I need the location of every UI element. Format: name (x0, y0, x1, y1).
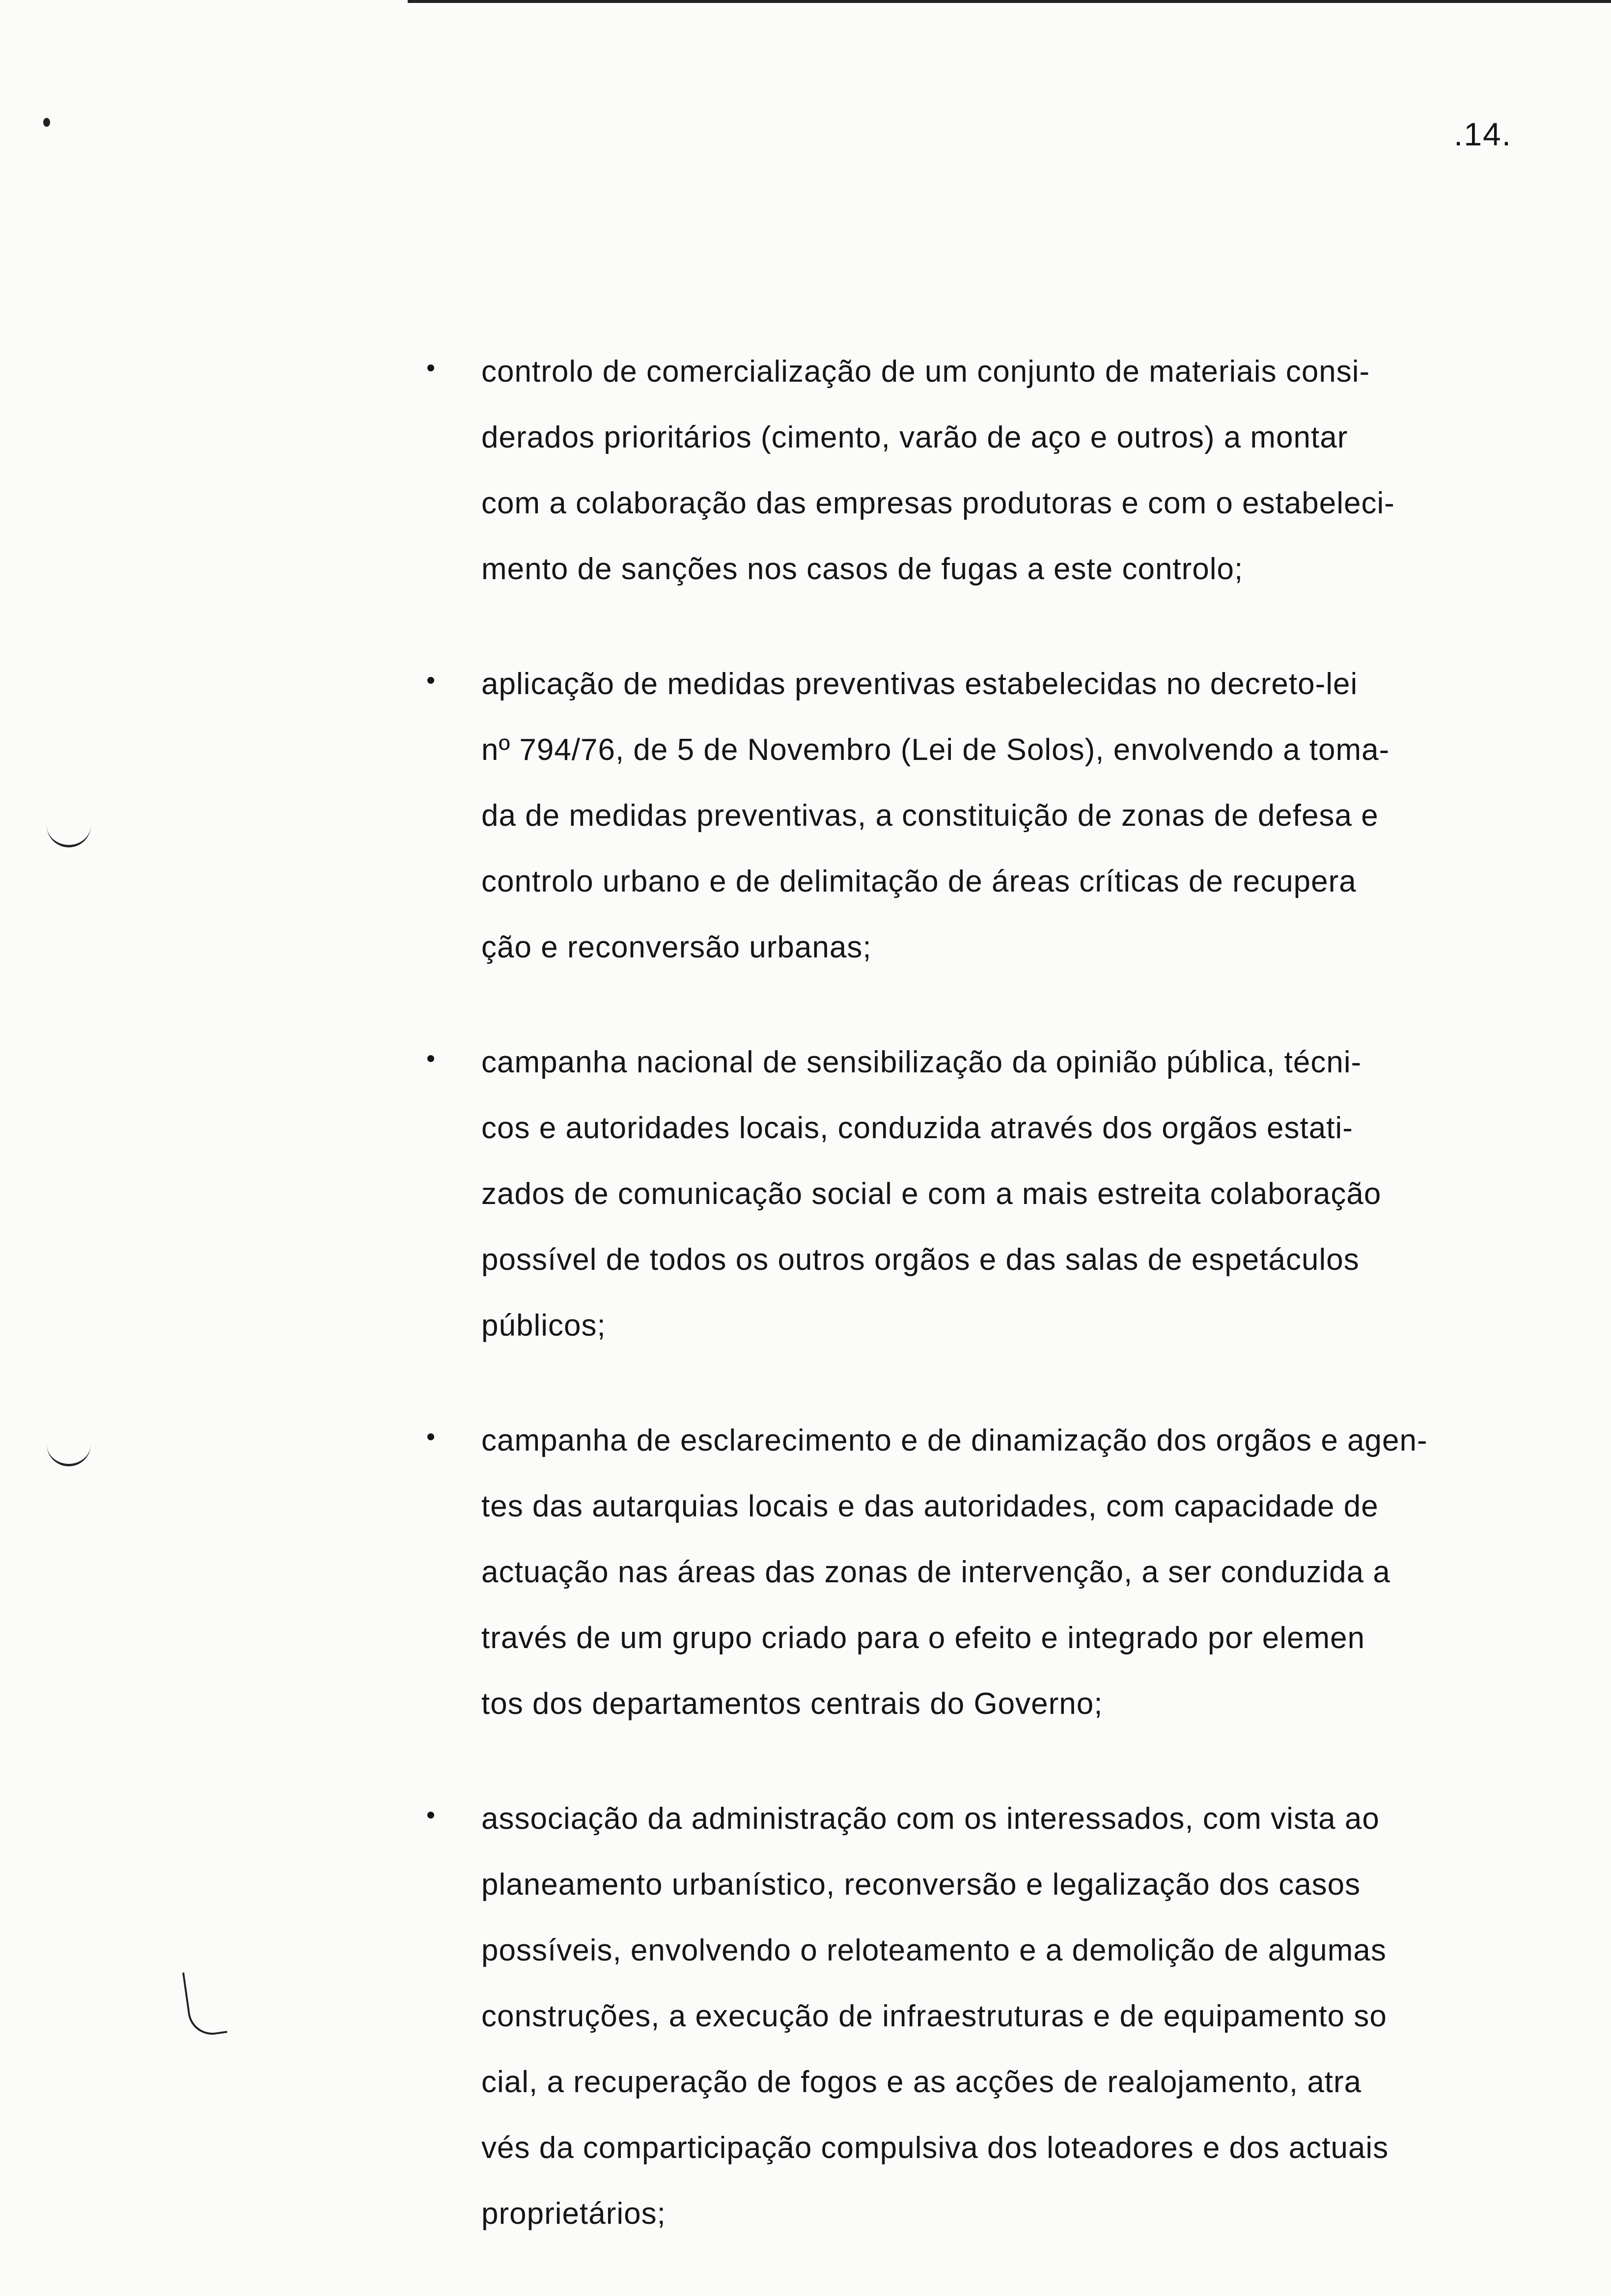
text-line: través de um grupo criado para o efeito e integrado por elemen (481, 1621, 1365, 1655)
text-line: derados prioritários (cimento, varão de aço e outros) a montar (481, 420, 1348, 454)
text-line: ção e reconversão urbanas; (481, 930, 872, 964)
text-line: tos dos departamentos centrais do Governo; (481, 1687, 1103, 1721)
text-line: com a colaboração das empresas produtoras e com o estabeleci- (481, 486, 1395, 520)
text-line: possíveis, envolvendo o reloteamento e a demolição de algumas (481, 1933, 1387, 1967)
handwritten-margin-mark (182, 1968, 227, 2038)
text-line: aplicação de medidas preventivas estabelecidas no decreto-lei (481, 667, 1358, 701)
text-line: nº 794/76, de 5 de Novembro (Lei de Solos), envolvendo a toma- (481, 733, 1390, 767)
text-line: tes das autarquias locais e das autoridades, com capacidade de (481, 1489, 1379, 1523)
text-line: associação da administração com os interessados, com vista ao (481, 1802, 1380, 1836)
page-number: .14. (1454, 116, 1512, 152)
ink-dot-mark (43, 118, 50, 127)
bullet-dot-icon (427, 1055, 434, 1062)
bullet-item-clarification-campaign (422, 1408, 1513, 1737)
binding-hole-mark-lower (47, 1444, 91, 1466)
bullet-dot-icon (427, 677, 434, 684)
top-border-line (408, 0, 1611, 3)
text-line: actuação nas áreas das zonas de intervenção, a ser conduzida a (481, 1555, 1390, 1589)
measures-bullet-list (422, 339, 1513, 2296)
bullet-dot-icon (427, 1812, 434, 1819)
text-line: mento de sanções nos casos de fugas a este controlo; (481, 552, 1244, 586)
bullet-dot-icon (427, 364, 434, 371)
text-line: cos e autoridades locais, conduzida através dos orgãos estati- (481, 1111, 1353, 1145)
text-line: controlo de comercialização de um conjunto de materiais consi- (481, 355, 1370, 389)
text-line: possível de todos os outros orgãos e das salas de espetáculos (481, 1243, 1360, 1277)
bullet-dot-icon (427, 1433, 434, 1440)
text-line: proprietários; (481, 2197, 666, 2231)
bullet-item-national-campaign (422, 1030, 1513, 1359)
text-line: controlo urbano e de delimitação de áreas críticas de recupera (481, 865, 1357, 898)
bullet-item-commercialization-control (422, 339, 1513, 602)
text-line: cial, a recuperação de fogos e as acções de realojamento, atra (481, 2065, 1362, 2099)
text-line: da de medidas preventivas, a constituição de zonas de defesa e (481, 799, 1379, 833)
text-line: públicos; (481, 1309, 606, 1343)
bullet-item-preventive-measures (422, 651, 1513, 980)
text-line: vés da comparticipação compulsiva dos loteadores e dos actuais (481, 2131, 1389, 2165)
text-line: campanha de esclarecimento e de dinamização dos orgãos e agen- (481, 1424, 1428, 1457)
text-line: planeamento urbanístico, reconversão e legalização dos casos (481, 1868, 1361, 1902)
binding-hole-mark-upper (47, 825, 91, 847)
text-line: construções, a execução de infraestruturas e de equipamento so (481, 1999, 1387, 2033)
bullet-item-administration-association (422, 1786, 1513, 2247)
text-line: zados de comunicação social e com a mais estreita colaboração (481, 1177, 1382, 1211)
text-line: campanha nacional de sensibilização da opinião pública, técni- (481, 1045, 1362, 1079)
